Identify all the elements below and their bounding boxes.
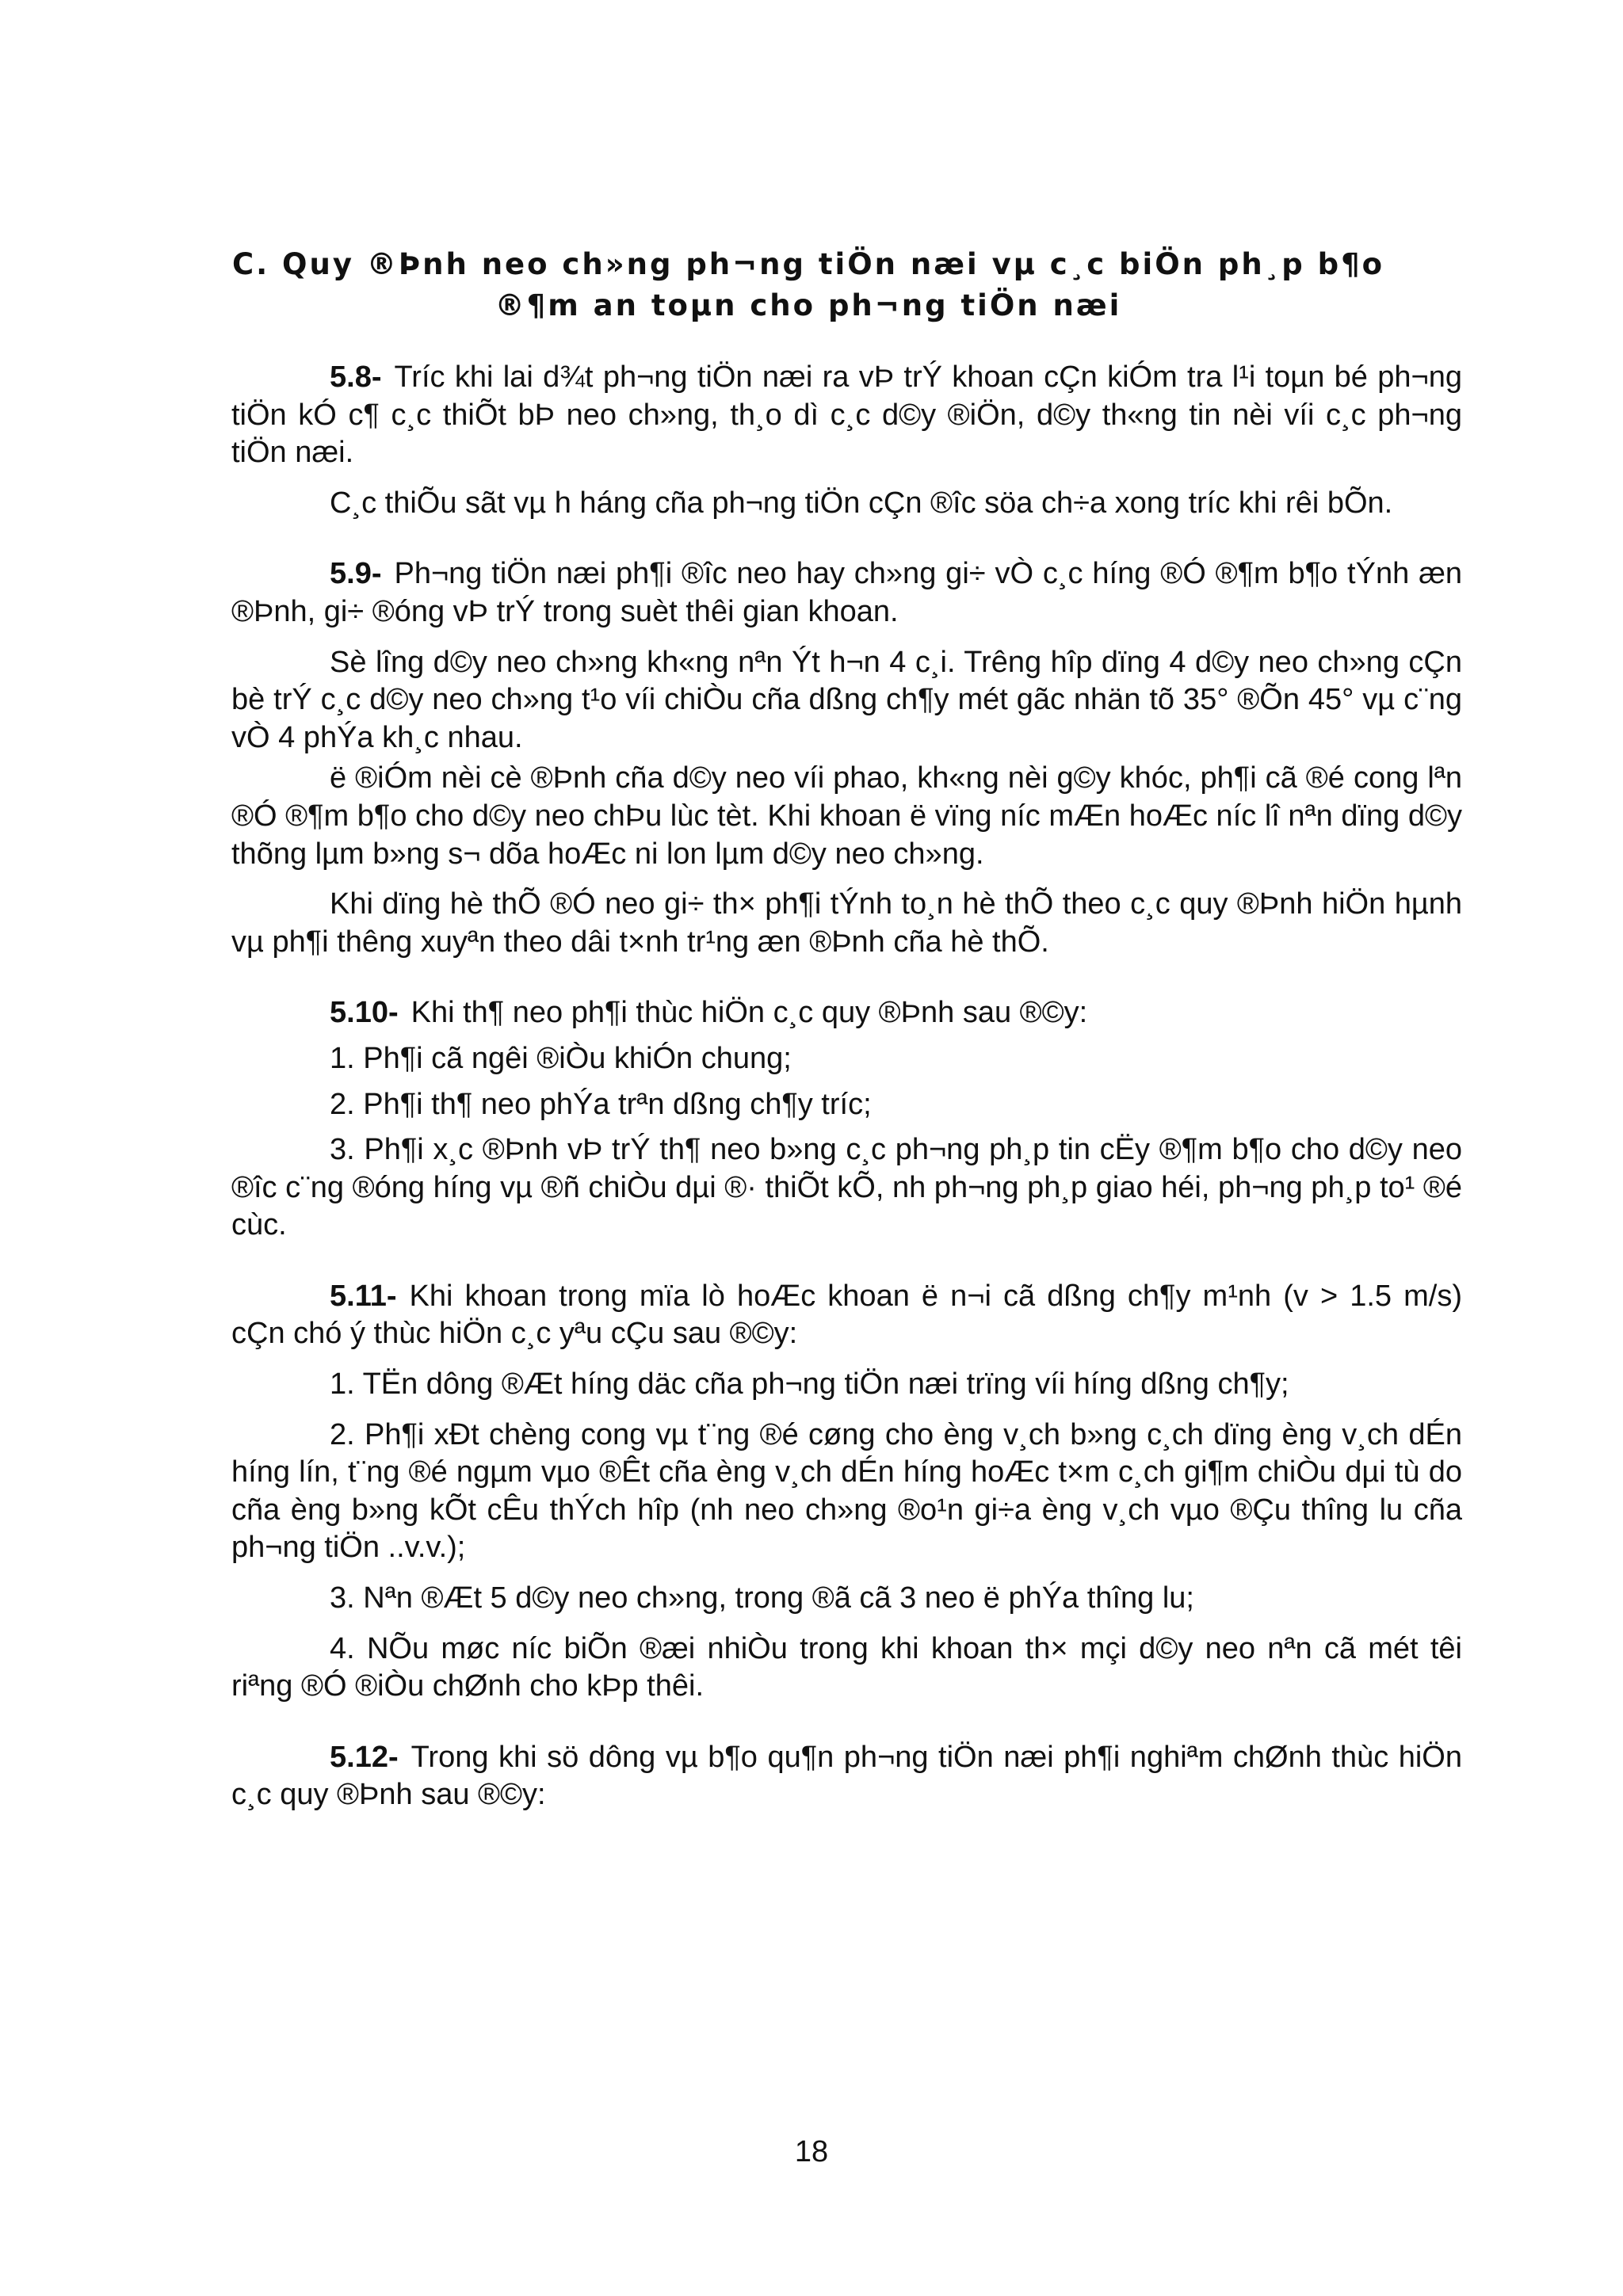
list-item: 2. Ph¶i th¶ neo phÝa trªn dßng ch¶y tríc; [330, 1087, 872, 1121]
paragraph-text: Ph¬ng tiÖn næi ph¶i ®îc neo hay ch»ng gi÷ vÒ c¸c híng ®Ó ®¶m b¶o tÝnh æn ®Þnh, gi÷ ®óng vÞ trÝ trong suèt thêi gian khoan. [231, 557, 1462, 628]
paragraph-text: Tríc khi lai d¾t ph¬ng tiÖn næi ra vÞ trÝ khoan cÇn kiÓm tra l¹i toµn bé ph¬ng tiÖn kÓ c¶ c¸c thiÕt bÞ neo ch»ng, th¸o dì c¸c d©y ®iÖn, d©y th«ng tin nèi víi c¸c ph¬ng tiÖn næi. [231, 360, 1462, 470]
list-item: 3. Ph¶i x¸c ®Þnh vÞ trÝ th¶ neo b»ng c¸c ph¬ng ph¸p tin cËy ®¶m b¶o cho d©y neo ®îc c¨ng ®óng híng vµ ®ñ chiÒu dµi ®· thiÕt kÕ, nh ph¬ng ph¸p giao héi, ph¬ng ph¸p to¹ ®é cùc. [231, 1133, 1462, 1242]
paragraph: Sè lîng d©y neo ch»ng kh«ng nªn Ýt h¬n 4 c¸i. Trêng hîp dïng 4 d©y neo ch»ng cÇn bè trÝ c¸c d©y neo ch»ng t¹o víi chiÒu cña dßng ch¶y mét gãc nhän tõ 35° ®Õn 45° vµ c¨ng vÒ 4 phÝa kh¸c nhau. [231, 645, 1462, 754]
list-item: 2. Ph¶i xÐt chèng cong vµ t¨ng ®é cøng cho èng v¸ch b»ng c¸ch dïng èng v¸ch dÉn híng lín, t¨ng ®é ngµm vµo ®Êt cña èng v¸ch dÉn híng hoÆc t×m c¸ch gi¶m chiÒu dµi tù do cña èng b»ng kÕt cÊu thÝch hîp (nh neo ch»ng ®o¹n gi÷a èng v¸ch vµo ®Çu thîng lu cña ph¬ng tiÖn ..v.v.); [231, 1417, 1462, 1565]
paragraph-5-10 [231, 994, 1462, 1032]
paragraph-5-9 [231, 555, 1462, 631]
paragraph-text: Trong khi sö dông vµ b¶o qu¶n ph¬ng tiÖn næi ph¶i nghiªm chØnh thùc hiÖn c¸c quy ®Þnh sau ®©y: [231, 1740, 1462, 1812]
clause-number: 5.12- [330, 1740, 399, 1774]
body-text [231, 359, 1462, 1814]
paragraph: ë ®iÓm nèi cè ®Þnh cña d©y neo víi phao, kh«ng nèi g©y khóc, ph¶i cã ®é cong lªn ®Ó ®¶m b¶o cho d©y neo chÞu lùc tèt. Khi khoan ë vïng níc mÆn hoÆc níc lî nªn dïng d©y thõng lµm b»ng s¬ dõa hoÆc ni lon lµm d©y neo ch»ng. [231, 761, 1462, 871]
paragraph: Khi dïng hè thÕ ®Ó neo gi÷ th× ph¶i tÝnh to¸n hè thÕ theo c¸c quy ®Þnh hiÖn hµnh vµ ph¶i thêng xuyªn theo dâi t×nh tr¹ng æn ®Þnh cña hè thÕ. [231, 887, 1462, 959]
paragraph-text: Khi th¶ neo ph¶i thùc hiÖn c¸c quy ®Þnh sau ®©y: [411, 996, 1088, 1030]
list-item: 1. TËn dông ®Æt híng däc cña ph¬ng tiÖn næi trïng víi híng dßng ch¶y; [330, 1367, 1289, 1402]
page-number: 18 [794, 2135, 829, 2168]
clause-number: 5.11- [330, 1279, 397, 1313]
clause-number: 5.9- [330, 557, 382, 591]
paragraph-text: Khi khoan trong mïa lò hoÆc khoan ë n¬i cã dßng ch¶y m¹nh (v > 1.5 m/s) cÇn chó ý thùc hiÖn c¸c yªu cÇu sau ®©y: [231, 1279, 1462, 1351]
heading-line-2: ®¶m an toµn cho ph¬ng tiÖn næi [495, 288, 1122, 322]
clause-number: 5.8- [330, 360, 382, 394]
paragraph-5-11 [231, 1278, 1462, 1353]
heading-line-1: C. Quy ®Þnh neo ch»ng ph¬ng tiÖn næi vµ c¸c biÖn ph¸p b¶o [231, 247, 1385, 281]
list-item: 1. Ph¶i cã ngêi ®iÒu khiÓn chung; [330, 1041, 792, 1075]
paragraph-5-12 [231, 1739, 1462, 1814]
paragraph: C¸c thiÕu sãt vµ h háng cña ph¬ng tiÖn cÇn ®îc söa ch÷a xong tríc khi rêi bÕn. [330, 486, 1393, 520]
section-heading [158, 244, 1458, 326]
clause-number: 5.10- [330, 996, 399, 1030]
list-item: 3. Nªn ®Æt 5 d©y neo ch»ng, trong ®ã cã 3 neo ë phÝa thîng lu; [330, 1581, 1194, 1615]
paragraph-5-8 [231, 359, 1462, 472]
list-item: 4. NÕu møc níc biÕn ®æi nhiÒu trong khi khoan th× mçi d©y neo nªn cã mét têi riªng ®Ó ®iÒu chØnh cho kÞp thêi. [231, 1631, 1462, 1703]
